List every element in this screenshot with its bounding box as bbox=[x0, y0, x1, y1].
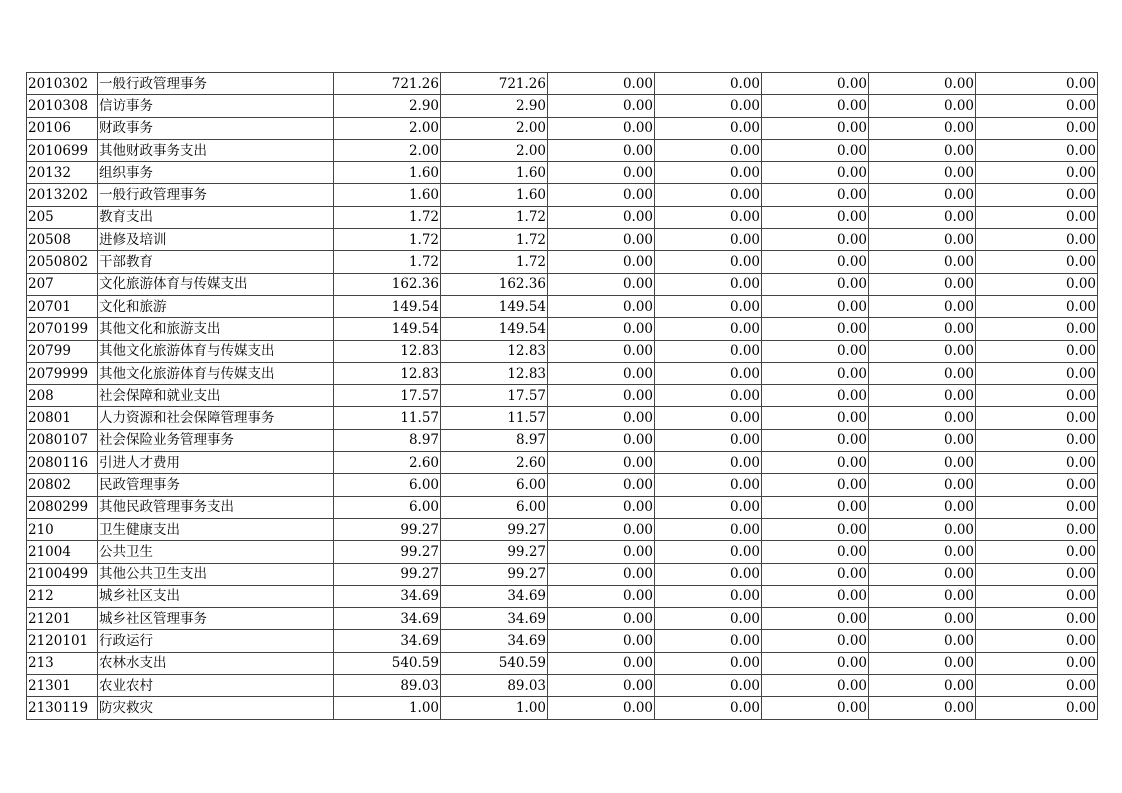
amount-cell: 0.00 bbox=[976, 206, 1098, 228]
subject-name-cell: 一般行政管理事务 bbox=[98, 184, 334, 206]
amount-cell: 0.00 bbox=[655, 117, 762, 139]
amount-cell: 0.00 bbox=[548, 273, 655, 295]
subject-code-cell: 20801 bbox=[27, 407, 98, 429]
amount-cell: 0.00 bbox=[762, 518, 869, 540]
amount-cell: 34.69 bbox=[334, 630, 441, 652]
subject-name-cell: 其他文化旅游体育与传媒支出 bbox=[98, 340, 334, 362]
amount-cell: 0.00 bbox=[869, 630, 976, 652]
amount-cell: 0.00 bbox=[976, 407, 1098, 429]
amount-cell: 0.00 bbox=[655, 452, 762, 474]
amount-cell: 0.00 bbox=[762, 95, 869, 117]
amount-cell: 1.00 bbox=[334, 697, 441, 719]
table-row bbox=[27, 117, 1098, 139]
amount-cell: 0.00 bbox=[655, 162, 762, 184]
amount-cell: 0.00 bbox=[976, 73, 1098, 95]
subject-name-cell: 农林水支出 bbox=[98, 652, 334, 674]
amount-cell: 0.00 bbox=[548, 184, 655, 206]
subject-code-cell: 20106 bbox=[27, 117, 98, 139]
table-row bbox=[27, 139, 1098, 161]
amount-cell: 0.00 bbox=[762, 73, 869, 95]
amount-cell: 0.00 bbox=[548, 541, 655, 563]
amount-cell: 162.36 bbox=[334, 273, 441, 295]
amount-cell: 0.00 bbox=[548, 95, 655, 117]
amount-cell: 0.00 bbox=[762, 429, 869, 451]
amount-cell: 0.00 bbox=[762, 675, 869, 697]
amount-cell: 0.00 bbox=[976, 162, 1098, 184]
subject-code-cell: 213 bbox=[27, 652, 98, 674]
amount-cell: 1.60 bbox=[441, 162, 548, 184]
amount-cell: 0.00 bbox=[548, 585, 655, 607]
amount-cell: 0.00 bbox=[869, 95, 976, 117]
budget-table-body bbox=[27, 73, 1098, 720]
amount-cell: 2.90 bbox=[334, 95, 441, 117]
amount-cell: 0.00 bbox=[548, 206, 655, 228]
amount-cell: 0.00 bbox=[976, 541, 1098, 563]
amount-cell: 0.00 bbox=[869, 318, 976, 340]
table-row bbox=[27, 675, 1098, 697]
subject-code-cell: 2070199 bbox=[27, 318, 98, 340]
subject-code-cell: 2080107 bbox=[27, 429, 98, 451]
amount-cell: 2.00 bbox=[334, 139, 441, 161]
subject-code-cell: 2010308 bbox=[27, 95, 98, 117]
subject-code-cell: 21004 bbox=[27, 541, 98, 563]
amount-cell: 0.00 bbox=[548, 73, 655, 95]
amount-cell: 99.27 bbox=[441, 541, 548, 563]
amount-cell: 0.00 bbox=[976, 139, 1098, 161]
subject-code-cell: 208 bbox=[27, 385, 98, 407]
amount-cell: 0.00 bbox=[976, 340, 1098, 362]
amount-cell: 0.00 bbox=[548, 229, 655, 251]
amount-cell: 0.00 bbox=[655, 474, 762, 496]
amount-cell: 12.83 bbox=[441, 362, 548, 384]
subject-code-cell: 21301 bbox=[27, 675, 98, 697]
table-row bbox=[27, 73, 1098, 95]
table-row bbox=[27, 362, 1098, 384]
amount-cell: 149.54 bbox=[441, 295, 548, 317]
amount-cell: 0.00 bbox=[548, 630, 655, 652]
amount-cell: 0.00 bbox=[869, 251, 976, 273]
amount-cell: 1.72 bbox=[334, 229, 441, 251]
subject-code-cell: 21201 bbox=[27, 608, 98, 630]
amount-cell: 0.00 bbox=[762, 407, 869, 429]
amount-cell: 0.00 bbox=[976, 95, 1098, 117]
amount-cell: 0.00 bbox=[762, 340, 869, 362]
amount-cell: 0.00 bbox=[976, 229, 1098, 251]
amount-cell: 0.00 bbox=[655, 273, 762, 295]
table-row bbox=[27, 206, 1098, 228]
amount-cell: 2.00 bbox=[441, 117, 548, 139]
subject-name-cell: 行政运行 bbox=[98, 630, 334, 652]
amount-cell: 0.00 bbox=[762, 162, 869, 184]
subject-code-cell: 20802 bbox=[27, 474, 98, 496]
amount-cell: 0.00 bbox=[548, 139, 655, 161]
amount-cell: 2.60 bbox=[334, 452, 441, 474]
amount-cell: 89.03 bbox=[334, 675, 441, 697]
amount-cell: 1.60 bbox=[441, 184, 548, 206]
amount-cell: 0.00 bbox=[869, 385, 976, 407]
amount-cell: 0.00 bbox=[655, 385, 762, 407]
amount-cell: 1.72 bbox=[441, 229, 548, 251]
table-row bbox=[27, 184, 1098, 206]
table-row bbox=[27, 630, 1098, 652]
subject-code-cell: 2080299 bbox=[27, 496, 98, 518]
subject-name-cell: 人力资源和社会保障管理事务 bbox=[98, 407, 334, 429]
amount-cell: 34.69 bbox=[441, 608, 548, 630]
amount-cell: 0.00 bbox=[548, 407, 655, 429]
amount-cell: 0.00 bbox=[762, 295, 869, 317]
amount-cell: 0.00 bbox=[762, 452, 869, 474]
amount-cell: 0.00 bbox=[869, 541, 976, 563]
amount-cell: 1.60 bbox=[334, 184, 441, 206]
subject-name-cell: 城乡社区管理事务 bbox=[98, 608, 334, 630]
amount-cell: 0.00 bbox=[869, 229, 976, 251]
amount-cell: 0.00 bbox=[548, 474, 655, 496]
amount-cell: 0.00 bbox=[548, 518, 655, 540]
amount-cell: 0.00 bbox=[976, 474, 1098, 496]
amount-cell: 99.27 bbox=[334, 563, 441, 585]
subject-name-cell: 教育支出 bbox=[98, 206, 334, 228]
amount-cell: 0.00 bbox=[869, 362, 976, 384]
subject-code-cell: 20132 bbox=[27, 162, 98, 184]
amount-cell: 0.00 bbox=[548, 652, 655, 674]
subject-code-cell: 20799 bbox=[27, 340, 98, 362]
table-row bbox=[27, 273, 1098, 295]
amount-cell: 11.57 bbox=[441, 407, 548, 429]
table-row bbox=[27, 585, 1098, 607]
amount-cell: 0.00 bbox=[762, 630, 869, 652]
amount-cell: 0.00 bbox=[762, 139, 869, 161]
amount-cell: 17.57 bbox=[441, 385, 548, 407]
subject-code-cell: 2010699 bbox=[27, 139, 98, 161]
amount-cell: 0.00 bbox=[655, 541, 762, 563]
amount-cell: 0.00 bbox=[762, 697, 869, 719]
table-row bbox=[27, 340, 1098, 362]
amount-cell: 34.69 bbox=[334, 585, 441, 607]
amount-cell: 0.00 bbox=[762, 496, 869, 518]
subject-name-cell: 其他民政管理事务支出 bbox=[98, 496, 334, 518]
amount-cell: 0.00 bbox=[976, 697, 1098, 719]
amount-cell: 17.57 bbox=[334, 385, 441, 407]
amount-cell: 0.00 bbox=[869, 675, 976, 697]
amount-cell: 2.00 bbox=[334, 117, 441, 139]
amount-cell: 0.00 bbox=[976, 563, 1098, 585]
amount-cell: 0.00 bbox=[976, 630, 1098, 652]
amount-cell: 99.27 bbox=[334, 541, 441, 563]
amount-cell: 0.00 bbox=[655, 496, 762, 518]
amount-cell: 0.00 bbox=[976, 117, 1098, 139]
amount-cell: 149.54 bbox=[334, 318, 441, 340]
amount-cell: 0.00 bbox=[869, 295, 976, 317]
amount-cell: 1.72 bbox=[441, 206, 548, 228]
amount-cell: 0.00 bbox=[762, 541, 869, 563]
amount-cell: 1.72 bbox=[334, 251, 441, 273]
amount-cell: 721.26 bbox=[334, 73, 441, 95]
amount-cell: 0.00 bbox=[762, 362, 869, 384]
table-row bbox=[27, 518, 1098, 540]
amount-cell: 0.00 bbox=[869, 608, 976, 630]
subject-name-cell: 财政事务 bbox=[98, 117, 334, 139]
table-row bbox=[27, 295, 1098, 317]
amount-cell: 2.60 bbox=[441, 452, 548, 474]
amount-cell: 0.00 bbox=[762, 585, 869, 607]
amount-cell: 6.00 bbox=[334, 474, 441, 496]
amount-cell: 0.00 bbox=[548, 362, 655, 384]
subject-name-cell: 干部教育 bbox=[98, 251, 334, 273]
amount-cell: 0.00 bbox=[762, 273, 869, 295]
amount-cell: 0.00 bbox=[976, 295, 1098, 317]
subject-code-cell: 2100499 bbox=[27, 563, 98, 585]
amount-cell: 12.83 bbox=[441, 340, 548, 362]
subject-code-cell: 2010302 bbox=[27, 73, 98, 95]
amount-cell: 0.00 bbox=[976, 318, 1098, 340]
amount-cell: 149.54 bbox=[441, 318, 548, 340]
table-row bbox=[27, 429, 1098, 451]
subject-name-cell: 防灾救灾 bbox=[98, 697, 334, 719]
amount-cell: 0.00 bbox=[655, 139, 762, 161]
amount-cell: 0.00 bbox=[976, 429, 1098, 451]
amount-cell: 0.00 bbox=[869, 518, 976, 540]
table-row bbox=[27, 95, 1098, 117]
amount-cell: 0.00 bbox=[548, 162, 655, 184]
amount-cell: 0.00 bbox=[869, 184, 976, 206]
amount-cell: 0.00 bbox=[655, 563, 762, 585]
amount-cell: 1.72 bbox=[441, 251, 548, 273]
amount-cell: 0.00 bbox=[548, 318, 655, 340]
subject-name-cell: 进修及培训 bbox=[98, 229, 334, 251]
amount-cell: 0.00 bbox=[655, 362, 762, 384]
subject-code-cell: 2013202 bbox=[27, 184, 98, 206]
amount-cell: 0.00 bbox=[869, 474, 976, 496]
table-row bbox=[27, 496, 1098, 518]
amount-cell: 0.00 bbox=[762, 563, 869, 585]
table-row bbox=[27, 229, 1098, 251]
subject-name-cell: 城乡社区支出 bbox=[98, 585, 334, 607]
amount-cell: 149.54 bbox=[334, 295, 441, 317]
amount-cell: 0.00 bbox=[762, 251, 869, 273]
table-row bbox=[27, 318, 1098, 340]
amount-cell: 11.57 bbox=[334, 407, 441, 429]
amount-cell: 0.00 bbox=[548, 697, 655, 719]
amount-cell: 0.00 bbox=[548, 608, 655, 630]
amount-cell: 0.00 bbox=[762, 318, 869, 340]
amount-cell: 1.72 bbox=[334, 206, 441, 228]
amount-cell: 6.00 bbox=[334, 496, 441, 518]
subject-name-cell: 文化和旅游 bbox=[98, 295, 334, 317]
amount-cell: 0.00 bbox=[655, 429, 762, 451]
amount-cell: 0.00 bbox=[762, 229, 869, 251]
amount-cell: 0.00 bbox=[762, 652, 869, 674]
amount-cell: 0.00 bbox=[976, 518, 1098, 540]
amount-cell: 0.00 bbox=[869, 496, 976, 518]
amount-cell: 0.00 bbox=[655, 251, 762, 273]
subject-code-cell: 212 bbox=[27, 585, 98, 607]
amount-cell: 0.00 bbox=[869, 452, 976, 474]
table-row bbox=[27, 608, 1098, 630]
table-row bbox=[27, 697, 1098, 719]
subject-code-cell: 2130119 bbox=[27, 697, 98, 719]
amount-cell: 0.00 bbox=[869, 139, 976, 161]
amount-cell: 0.00 bbox=[869, 652, 976, 674]
table-row bbox=[27, 541, 1098, 563]
amount-cell: 721.26 bbox=[441, 73, 548, 95]
amount-cell: 0.00 bbox=[548, 429, 655, 451]
amount-cell: 0.00 bbox=[976, 496, 1098, 518]
amount-cell: 1.60 bbox=[334, 162, 441, 184]
amount-cell: 89.03 bbox=[441, 675, 548, 697]
amount-cell: 99.27 bbox=[334, 518, 441, 540]
amount-cell: 34.69 bbox=[441, 585, 548, 607]
amount-cell: 0.00 bbox=[976, 675, 1098, 697]
table-row bbox=[27, 563, 1098, 585]
amount-cell: 12.83 bbox=[334, 362, 441, 384]
amount-cell: 8.97 bbox=[441, 429, 548, 451]
amount-cell: 0.00 bbox=[548, 385, 655, 407]
amount-cell: 0.00 bbox=[869, 273, 976, 295]
amount-cell: 0.00 bbox=[655, 229, 762, 251]
amount-cell: 6.00 bbox=[441, 474, 548, 496]
amount-cell: 99.27 bbox=[441, 563, 548, 585]
subject-name-cell: 其他文化和旅游支出 bbox=[98, 318, 334, 340]
amount-cell: 0.00 bbox=[976, 362, 1098, 384]
amount-cell: 0.00 bbox=[976, 452, 1098, 474]
amount-cell: 6.00 bbox=[441, 496, 548, 518]
amount-cell: 162.36 bbox=[441, 273, 548, 295]
amount-cell: 12.83 bbox=[334, 340, 441, 362]
amount-cell: 0.00 bbox=[655, 608, 762, 630]
amount-cell: 2.90 bbox=[441, 95, 548, 117]
table-row bbox=[27, 385, 1098, 407]
amount-cell: 0.00 bbox=[976, 385, 1098, 407]
subject-name-cell: 引进人才费用 bbox=[98, 452, 334, 474]
amount-cell: 0.00 bbox=[976, 608, 1098, 630]
amount-cell: 0.00 bbox=[869, 697, 976, 719]
amount-cell: 0.00 bbox=[548, 251, 655, 273]
budget-table bbox=[26, 72, 1098, 720]
amount-cell: 0.00 bbox=[762, 608, 869, 630]
amount-cell: 0.00 bbox=[655, 652, 762, 674]
amount-cell: 0.00 bbox=[976, 273, 1098, 295]
amount-cell: 0.00 bbox=[548, 496, 655, 518]
amount-cell: 0.00 bbox=[548, 675, 655, 697]
subject-code-cell: 2120101 bbox=[27, 630, 98, 652]
subject-code-cell: 210 bbox=[27, 518, 98, 540]
amount-cell: 0.00 bbox=[655, 95, 762, 117]
amount-cell: 0.00 bbox=[655, 340, 762, 362]
subject-name-cell: 卫生健康支出 bbox=[98, 518, 334, 540]
subject-code-cell: 2080116 bbox=[27, 452, 98, 474]
amount-cell: 0.00 bbox=[655, 697, 762, 719]
subject-code-cell: 2050802 bbox=[27, 251, 98, 273]
amount-cell: 0.00 bbox=[655, 630, 762, 652]
amount-cell: 0.00 bbox=[762, 184, 869, 206]
subject-code-cell: 20508 bbox=[27, 229, 98, 251]
table-row bbox=[27, 251, 1098, 273]
subject-name-cell: 社会保险业务管理事务 bbox=[98, 429, 334, 451]
amount-cell: 0.00 bbox=[976, 251, 1098, 273]
amount-cell: 0.00 bbox=[655, 318, 762, 340]
amount-cell: 0.00 bbox=[762, 117, 869, 139]
amount-cell: 99.27 bbox=[441, 518, 548, 540]
subject-name-cell: 其他公共卫生支出 bbox=[98, 563, 334, 585]
subject-name-cell: 文化旅游体育与传媒支出 bbox=[98, 273, 334, 295]
amount-cell: 0.00 bbox=[869, 117, 976, 139]
subject-code-cell: 207 bbox=[27, 273, 98, 295]
amount-cell: 0.00 bbox=[655, 206, 762, 228]
table-row bbox=[27, 474, 1098, 496]
subject-name-cell: 组织事务 bbox=[98, 162, 334, 184]
amount-cell: 0.00 bbox=[869, 206, 976, 228]
amount-cell: 0.00 bbox=[869, 429, 976, 451]
amount-cell: 0.00 bbox=[869, 340, 976, 362]
subject-code-cell: 20701 bbox=[27, 295, 98, 317]
amount-cell: 0.00 bbox=[762, 206, 869, 228]
amount-cell: 0.00 bbox=[762, 474, 869, 496]
subject-name-cell: 信访事务 bbox=[98, 95, 334, 117]
amount-cell: 0.00 bbox=[869, 162, 976, 184]
amount-cell: 0.00 bbox=[548, 452, 655, 474]
amount-cell: 8.97 bbox=[334, 429, 441, 451]
amount-cell: 0.00 bbox=[655, 73, 762, 95]
amount-cell: 540.59 bbox=[441, 652, 548, 674]
amount-cell: 0.00 bbox=[548, 340, 655, 362]
subject-name-cell: 其他财政事务支出 bbox=[98, 139, 334, 161]
amount-cell: 0.00 bbox=[655, 585, 762, 607]
subject-name-cell: 农业农村 bbox=[98, 675, 334, 697]
table-row bbox=[27, 652, 1098, 674]
subject-code-cell: 2079999 bbox=[27, 362, 98, 384]
amount-cell: 0.00 bbox=[548, 295, 655, 317]
subject-name-cell: 公共卫生 bbox=[98, 541, 334, 563]
table-row bbox=[27, 407, 1098, 429]
amount-cell: 0.00 bbox=[655, 407, 762, 429]
subject-name-cell: 社会保障和就业支出 bbox=[98, 385, 334, 407]
amount-cell: 0.00 bbox=[655, 518, 762, 540]
amount-cell: 0.00 bbox=[655, 295, 762, 317]
amount-cell: 34.69 bbox=[334, 608, 441, 630]
amount-cell: 1.00 bbox=[441, 697, 548, 719]
amount-cell: 0.00 bbox=[869, 407, 976, 429]
amount-cell: 0.00 bbox=[869, 585, 976, 607]
amount-cell: 0.00 bbox=[548, 117, 655, 139]
table-row bbox=[27, 452, 1098, 474]
amount-cell: 0.00 bbox=[762, 385, 869, 407]
amount-cell: 0.00 bbox=[548, 563, 655, 585]
subject-name-cell: 其他文化旅游体育与传媒支出 bbox=[98, 362, 334, 384]
amount-cell: 0.00 bbox=[976, 585, 1098, 607]
amount-cell: 2.00 bbox=[441, 139, 548, 161]
amount-cell: 0.00 bbox=[869, 73, 976, 95]
amount-cell: 34.69 bbox=[441, 630, 548, 652]
table-row bbox=[27, 162, 1098, 184]
amount-cell: 540.59 bbox=[334, 652, 441, 674]
amount-cell: 0.00 bbox=[869, 563, 976, 585]
amount-cell: 0.00 bbox=[976, 184, 1098, 206]
subject-name-cell: 民政管理事务 bbox=[98, 474, 334, 496]
subject-name-cell: 一般行政管理事务 bbox=[98, 73, 334, 95]
subject-code-cell: 205 bbox=[27, 206, 98, 228]
amount-cell: 0.00 bbox=[655, 675, 762, 697]
amount-cell: 0.00 bbox=[976, 652, 1098, 674]
amount-cell: 0.00 bbox=[655, 184, 762, 206]
